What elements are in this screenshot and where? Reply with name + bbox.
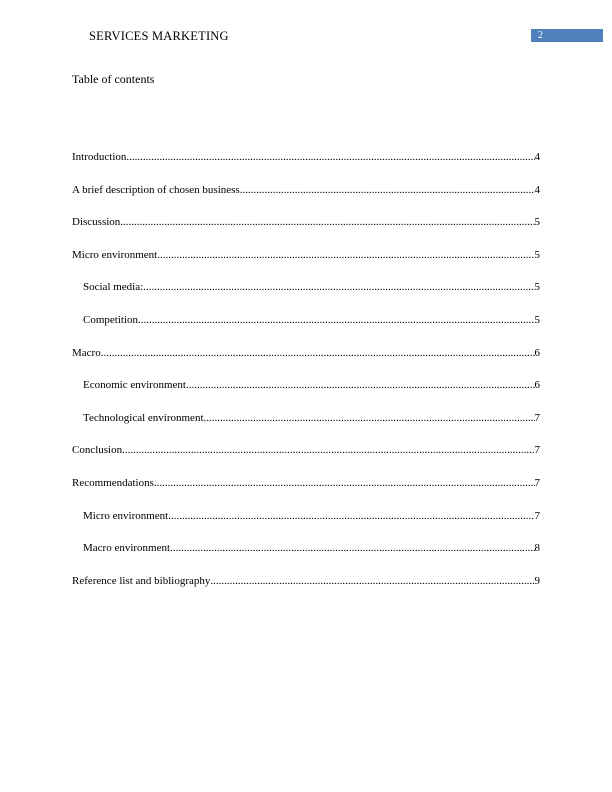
toc-entry-label: Recommendations [72, 476, 154, 489]
toc-entry-page: 7 [534, 411, 540, 424]
dot-leader [210, 575, 534, 587]
toc-entry-label: Economic environment [83, 379, 186, 392]
toc-entry-label: Technological environment [83, 411, 204, 424]
toc-entry-page: 8 [534, 542, 540, 555]
toc-entry-label: Conclusion [72, 444, 123, 457]
toc-entry-recommendations-micro-environment[interactable] [72, 510, 540, 543]
toc-entry-page: 5 [534, 216, 540, 229]
toc-entry-economic-environment[interactable] [72, 379, 540, 412]
toc-entry-page: 5 [534, 248, 540, 261]
dot-leader [168, 510, 534, 522]
toc-entry-introduction[interactable] [72, 151, 540, 184]
toc-entry-label: Macro [72, 346, 101, 359]
toc-entry-label: Introduction [72, 151, 127, 163]
dot-leader [240, 184, 535, 196]
dot-leader [126, 151, 534, 163]
toc-entry-micro-environment[interactable] [72, 249, 540, 282]
toc-entry-label: Reference list and bibliography [72, 574, 211, 587]
toc-entry-label: Competition [83, 313, 138, 326]
dot-leader [122, 444, 534, 456]
toc-entry-recommendations[interactable] [72, 477, 540, 510]
toc-entry-conclusion[interactable] [72, 444, 540, 477]
toc-entry-reference-list[interactable] [72, 575, 540, 608]
dot-leader [186, 379, 535, 391]
toc-entry-page: 5 [534, 313, 540, 326]
toc-entry-page: 6 [534, 346, 540, 359]
toc-entry-technological-environment[interactable] [72, 412, 540, 445]
page-number-badge: 2 [531, 29, 603, 42]
toc-entry-page: 9 [534, 574, 540, 587]
toc-entry-competition[interactable] [72, 314, 540, 347]
toc-entry-business-description[interactable] [72, 184, 540, 217]
toc-entry-label: Micro environment [83, 509, 169, 522]
toc-entry-social-media[interactable] [72, 281, 540, 314]
toc-entry-label: Macro environment [83, 542, 171, 555]
toc-entry-page: 4 [534, 151, 540, 163]
toc-entry-label: Discussion [72, 216, 121, 229]
running-header-title: SERVICES MARKETING [89, 29, 229, 43]
toc-entry-page: 7 [534, 476, 540, 489]
toc-title: Table of contents [72, 72, 155, 86]
toc-entry-macro[interactable] [72, 347, 540, 380]
dot-leader [120, 216, 534, 228]
dot-leader [138, 314, 535, 326]
toc-entry-label: A brief description of chosen business [72, 183, 240, 196]
toc-entry-recommendations-macro-environment[interactable] [72, 542, 540, 575]
dot-leader [204, 412, 535, 424]
toc-entry-page: 6 [534, 379, 540, 392]
dot-leader [101, 347, 535, 359]
toc-entry-label: Micro environment [72, 248, 158, 261]
dot-leader [157, 249, 534, 261]
toc-entry-page: 4 [534, 183, 540, 196]
dot-leader [170, 542, 534, 554]
toc-entry-page: 7 [534, 509, 540, 522]
toc-entry-label: Social media: [83, 281, 144, 294]
table-of-contents [72, 151, 540, 607]
dot-leader [143, 281, 534, 293]
dot-leader [154, 477, 535, 489]
toc-entry-discussion[interactable] [72, 216, 540, 249]
toc-entry-page: 5 [534, 281, 540, 294]
toc-entry-page: 7 [534, 444, 540, 457]
